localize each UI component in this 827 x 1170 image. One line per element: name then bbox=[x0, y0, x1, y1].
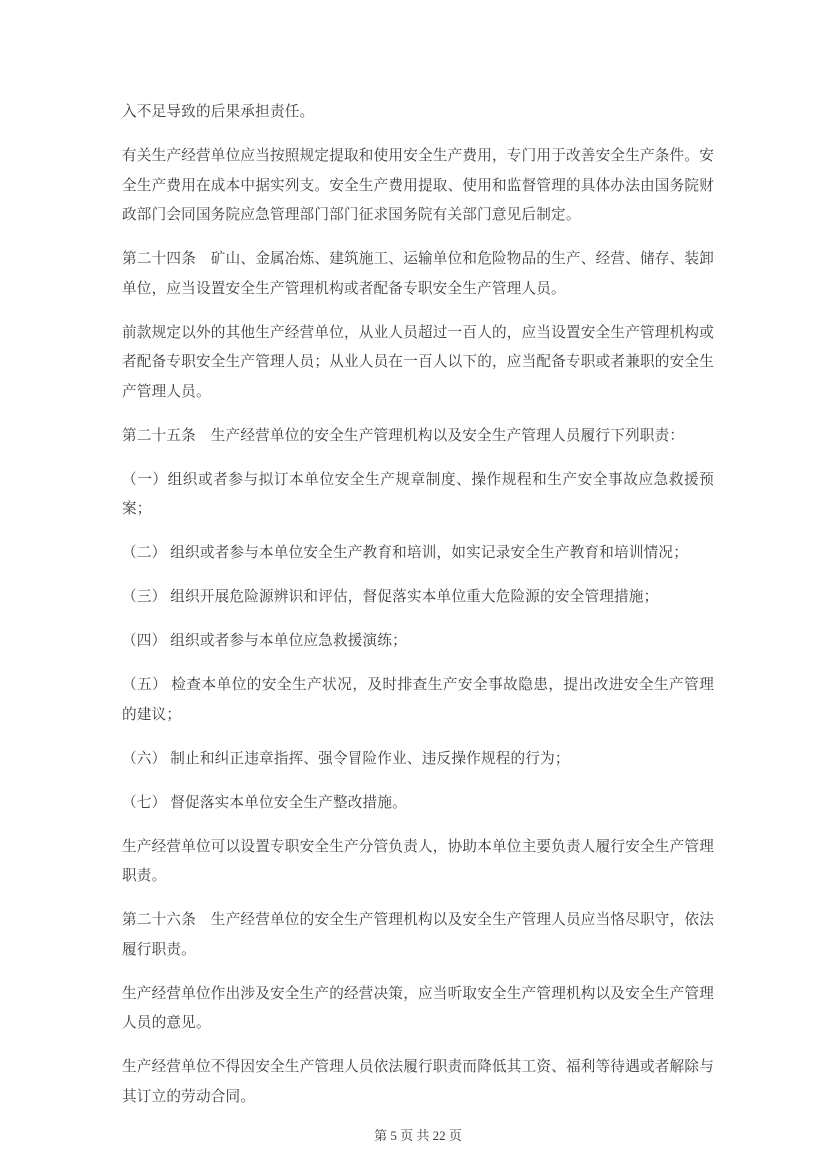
clause-item-6: （六） 制止和纠正违章指挥、强令冒险作业、违反操作规程的行为； bbox=[122, 750, 570, 767]
clause-item-2: （二） 组织或者参与本单位安全生产教育和培训，如实记录安全生产教育和培训情况； bbox=[122, 545, 689, 561]
paragraph-article-25-closing: 生产经营单位可以设置专职安全生产分管负责人，协助本单位主要负责人履行安全生产管理职责。 bbox=[122, 838, 714, 884]
clause-item-3: （三） 组织开展危险源辨识和评估，督促落实本单位重大危险源的安全管理措施； bbox=[122, 589, 659, 605]
paragraph-continuation: 入不足导致的后果承担责任。 bbox=[122, 104, 315, 120]
paragraph-article-26: 第二十六条 生产经营单位的安全生产管理机构以及安全生产管理人员应当恪尽职守，依法履行职责。 bbox=[122, 912, 714, 958]
page-number-footer: 第 5 页 共 22 页 bbox=[374, 1127, 462, 1143]
paragraph-article-26-clause-3: 生产经营单位不得因安全生产管理人员依法履行职责而降低其工资、福利等待遇或者解除与其订立的劳动合同。 bbox=[122, 1059, 714, 1105]
clause-item-7: （七） 督促落实本单位安全生产整改措施。 bbox=[122, 794, 407, 811]
clause-item-1: （一）组织或者参与拟订本单位安全生产规章制度、操作规程和生产安全事故应急救援预案； bbox=[122, 471, 714, 517]
paragraph-article-24: 第二十四条 矿山、金属冶炼、建筑施工、运输单位和危险物品的生产、经营、储存、装卸单位，应当设置安全生产管理机构或者配备专职安全生产管理人员。 bbox=[122, 251, 714, 297]
paragraph-article-25: 第二十五条 生产经营单位的安全生产管理机构以及安全生产管理人员履行下列职责： bbox=[122, 427, 685, 444]
paragraph-safety-funds: 有关生产经营单位应当按照规定提取和使用安全生产费用，专门用于改善安全生产条件。安全生产费用在成本中据实列支。安全生产费用提取、使用和监督管理的具体办法由国务院财政部门会同国务院应急管理部门部门征求国务院有关部门意见后制定。 bbox=[122, 148, 714, 223]
paragraph-article-24-clause-2: 前款规定以外的其他生产经营单位，从业人员超过一百人的，应当设置安全生产管理机构或者配备专职安全生产管理人员；从业人员在一百人以下的，应当配备专职或者兼职的安全生产管理人员。 bbox=[122, 324, 714, 400]
paragraph-article-26-clause-2: 生产经营单位作出涉及安全生产的经营决策，应当听取安全生产管理机构以及安全生产管理人员的意见。 bbox=[122, 985, 714, 1031]
clause-item-4: （四） 组织或者参与本单位应急救援演练； bbox=[122, 633, 407, 649]
clause-item-5: （五） 检查本单位的安全生产状况，及时排查生产安全事故隐患，提出改进安全生产管理的建议； bbox=[122, 677, 714, 723]
